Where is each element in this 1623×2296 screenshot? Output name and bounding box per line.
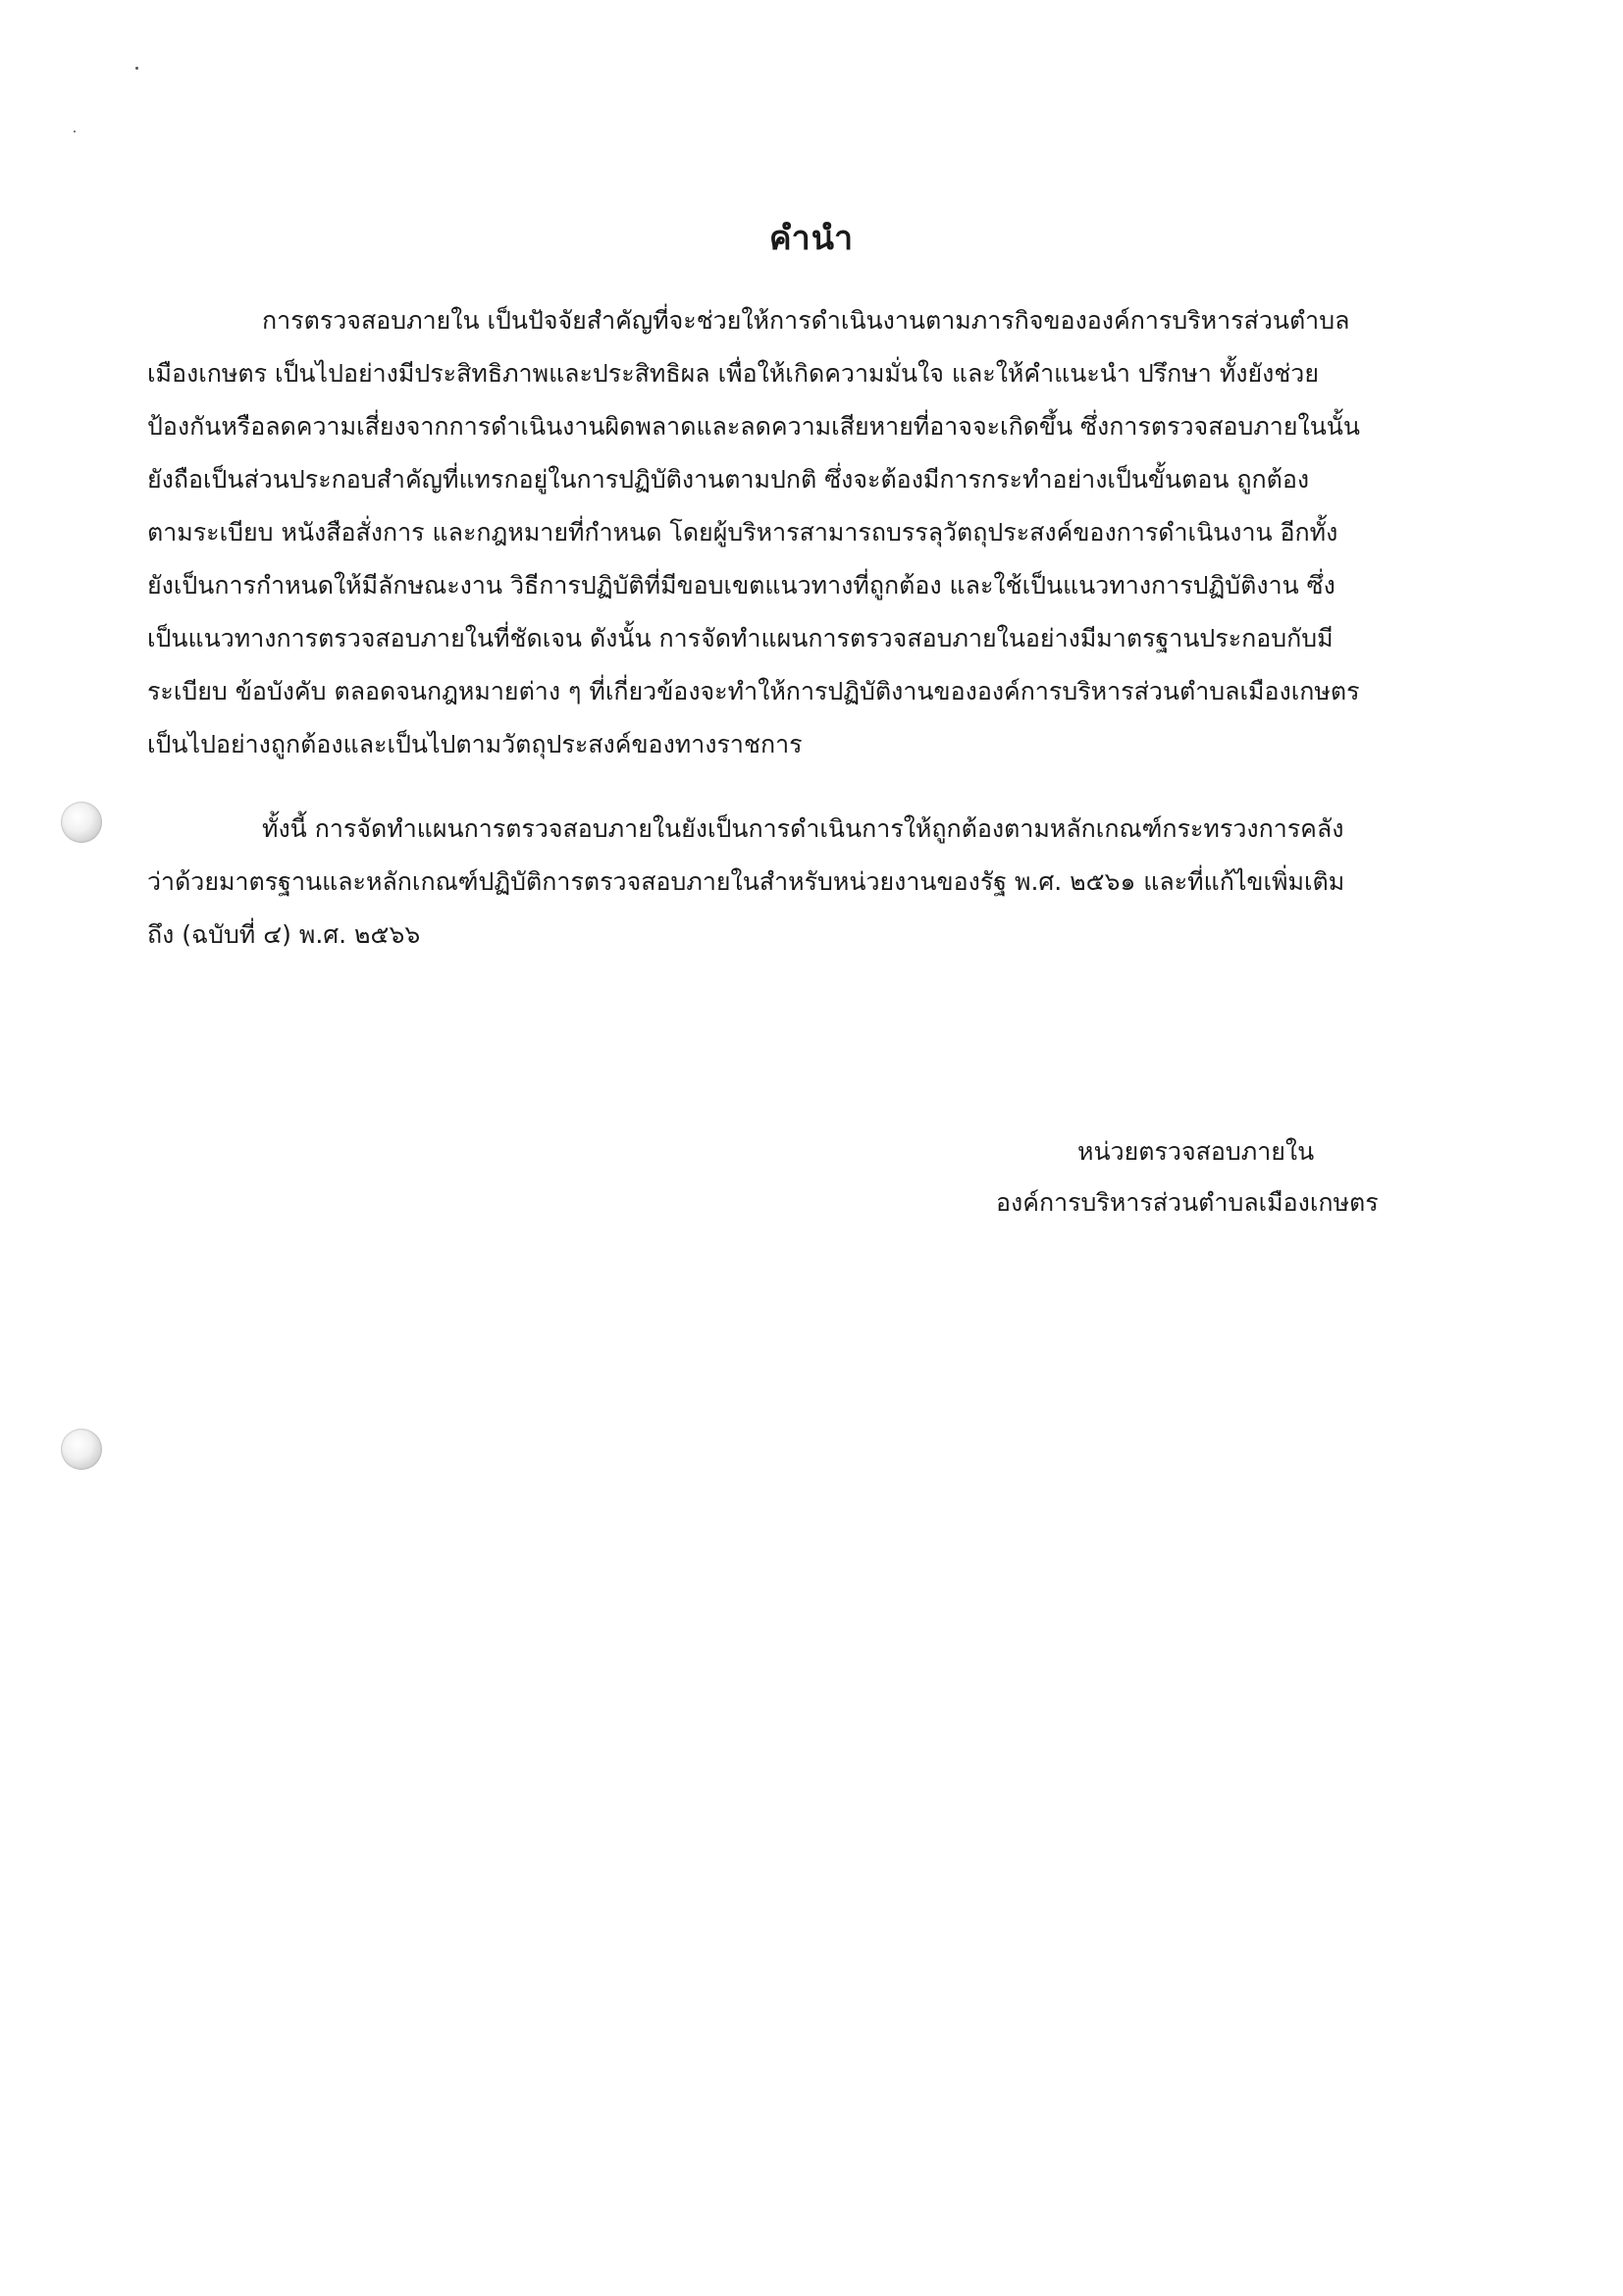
paragraph-2-line: ว่าด้วยมาตรฐานและหลักเกณฑ์ปฏิบัติการตรวจสอบภายในสำหรับหน่วยงานของรัฐ พ.ศ. ๒๕๖๑ และที่แก้ไขเพิ่มเติม <box>147 867 1345 896</box>
paragraph-2-line: ทั้งนี้ การจัดทำแผนการตรวจสอบภายในยังเป็นการดำเนินการให้ถูกต้องตามหลักเกณฑ์กระทรวงการคลัง <box>262 814 1344 843</box>
punch-hole <box>61 1429 102 1470</box>
paragraph-1-line: ยังเป็นการกำหนดให้มีลักษณะงาน วิธีการปฏิบัติที่มีขอบเขตแนวทางที่ถูกต้อง และใช้เป็นแนวทางการปฏิบัติงาน ซึ่ง <box>147 571 1335 600</box>
paragraph-1-line: ป้องกันหรือลดความเสี่ยงจากการดำเนินงานผิดพลาดและลดความเสียหายที่อาจจะเกิดขึ้น ซึ่งการตรวจสอบภายในนั้น <box>147 412 1360 441</box>
paragraph-1-line: เป็นไปอย่างถูกต้องและเป็นไปตามวัตถุประสงค์ของทางราชการ <box>147 730 803 758</box>
paragraph-1-line: ยังถือเป็นส่วนประกอบสำคัญที่แทรกอยู่ในการปฏิบัติงานตามปกติ ซึ่งจะต้องมีการกระทำอย่างเป็นขั้นตอน ถูกต้อง <box>147 465 1310 494</box>
signature-unit: หน่วยตรวจสอบภายใน <box>1077 1137 1315 1166</box>
paragraph-1-line: ตามระเบียบ หนังสือสั่งการ และกฎหมายที่กำหนด โดยผู้บริหารสามารถบรรลุวัตถุประสงค์ของการดำเนินงาน อีกทั้ง <box>147 518 1338 547</box>
signature-organization: องค์การบริหารส่วนตำบลเมืองเกษตร <box>996 1188 1379 1217</box>
paragraph-1-line: การตรวจสอบภายใน เป็นปัจจัยสำคัญที่จะช่วยให้การดำเนินงานตามภารกิจขององค์การบริหารส่วนตำบล <box>262 306 1350 335</box>
paragraph-1-line: เป็นแนวทางการตรวจสอบภายในที่ชัดเจน ดังนั้น การจัดทำแผนการตรวจสอบภายในอย่างมีมาตรฐานประกอบกับมี <box>147 624 1334 652</box>
punch-hole <box>61 802 102 843</box>
paragraph-2-line: ถึง (ฉบับที่ ๔) พ.ศ. ๒๕๖๖ <box>147 920 421 949</box>
scan-speck <box>135 67 138 70</box>
scan-speck <box>74 130 76 132</box>
paragraph-1-line: เมืองเกษตร เป็นไปอย่างมีประสิทธิภาพและประสิทธิผล เพื่อให้เกิดความมั่นใจ และให้คำแนะนำ ปรึกษา ทั้งยังช่วย <box>147 359 1319 388</box>
page-title: คำนำ <box>768 219 855 258</box>
paragraph-1-line: ระเบียบ ข้อบังคับ ตลอดจนกฎหมายต่าง ๆ ที่เกี่ยวข้องจะทำให้การปฏิบัติงานขององค์การบริหารส่วนตำบลเมืองเกษตร <box>147 677 1360 705</box>
